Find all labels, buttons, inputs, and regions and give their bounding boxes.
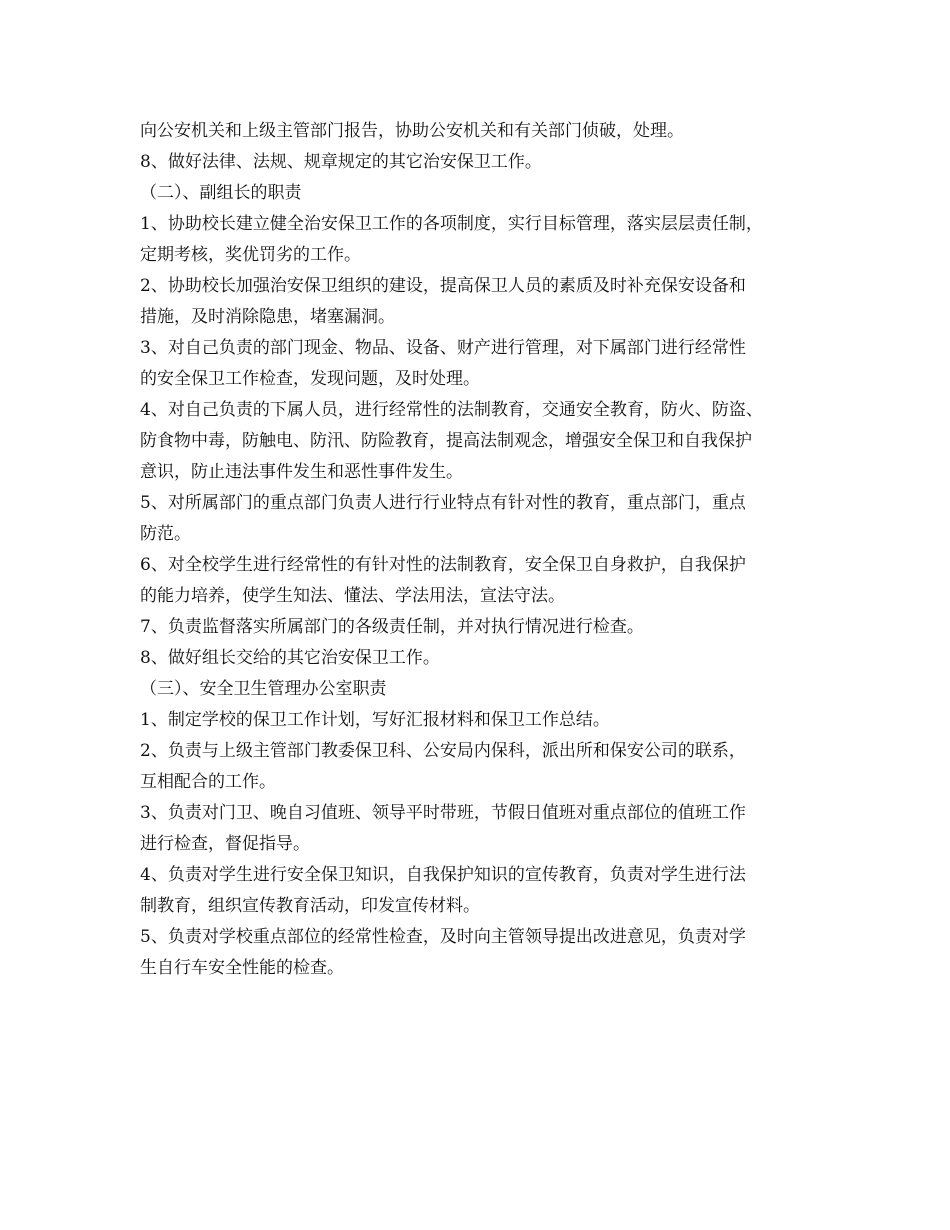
text-line: 2、协助校长加强治安保卫组织的建设，提高保卫人员的素质及时补充保安设备和 [140, 276, 746, 296]
text-line: 1、制定学校的保卫工作计划，写好汇报材料和保卫工作总结。 [140, 710, 610, 730]
text-line: 生自行车安全性能的检查。 [140, 958, 344, 978]
text-line: 的能力培养，使学生知法、懂法、学法用法，宣法守法。 [140, 586, 565, 606]
text-line: 3、负责对门卫、晚自习值班、领导平时带班，节假日值班对重点部位的值班工作 [140, 803, 746, 823]
text-line: 制教育，组织宣传教育活动，印发宣传材料。 [140, 896, 480, 916]
text-line: 8、做好组长交给的其它治安保卫工作。 [140, 648, 440, 668]
section-heading: （二）、副组长的职责 [140, 183, 302, 203]
text-line: 4、对自己负责的下属人员，进行经常性的法制教育，交通安全教育，防火、防盗、 [140, 400, 763, 420]
text-line: 8、做好法律、法规、规章规定的其它治安保卫工作。 [140, 152, 542, 172]
text-line: 互相配合的工作。 [140, 772, 276, 792]
document-body [140, 116, 840, 984]
text-line: 7、负责监督落实所属部门的各级责任制，并对执行情况进行检查。 [140, 617, 644, 637]
text-line: 3、对自己负责的部门现金、物品、设备、财产进行管理，对下属部门进行经常性 [140, 338, 746, 358]
text-line: 4、负责对学生进行安全保卫知识，自我保护知识的宣传教育，负责对学生进行法 [140, 865, 746, 885]
text-line: 意识，防止违法事件发生和恶性事件发生。 [140, 462, 463, 482]
text-line: 防范。 [140, 524, 191, 544]
text-line: 措施，及时消除隐患，堵塞漏洞。 [140, 307, 395, 327]
text-line: 5、对所属部门的重点部门负责人进行行业特点有针对性的教育，重点部门，重点 [140, 493, 746, 513]
text-line: 防食物中毒，防触电、防汛、防险教育，提高法制观念，增强安全保卫和自我保护 [140, 431, 752, 451]
text-line: 1、协助校长建立健全治安保卫工作的各项制度，实行目标管理，落实层层责任制， [140, 214, 763, 234]
text-line: 向公安机关和上级主管部门报告，协助公安机关和有关部门侦破，处理。 [140, 121, 684, 141]
text-line: 进行检查，督促指导。 [140, 834, 310, 854]
text-line: 5、负责对学校重点部位的经常性检查，及时向主管领导提出改进意见，负责对学 [140, 927, 746, 947]
text-line: 2、负责与上级主管部门教委保卫科、公安局内保科，派出所和保安公司的联系， [140, 741, 746, 761]
text-line: 的安全保卫工作检查，发现问题，及时处理。 [140, 369, 480, 389]
text-line: 定期考核，奖优罚劣的工作。 [140, 245, 361, 265]
text-line: 6、对全校学生进行经常性的有针对性的法制教育，安全保卫自身救护，自我保护 [140, 555, 746, 575]
section-heading: （三）、安全卫生管理办公室职责 [140, 679, 387, 699]
